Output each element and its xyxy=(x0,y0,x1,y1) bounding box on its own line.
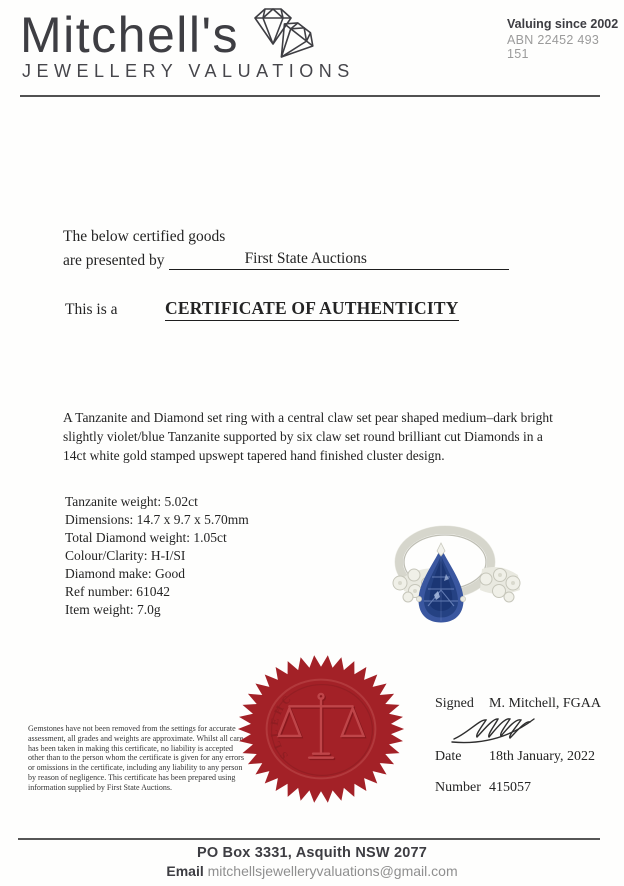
svg-text:H: H xyxy=(271,703,287,717)
scales-seal xyxy=(232,651,410,809)
item-weight: Item weight: 7.0g xyxy=(65,602,161,617)
email-value: mitchellsjewelleryvaluations@gmail.com xyxy=(207,863,458,879)
tanzanite-stone xyxy=(416,543,465,623)
svg-text:L: L xyxy=(270,739,285,751)
presenter-underline xyxy=(169,250,509,270)
footer-divider xyxy=(18,838,600,840)
signed-value: M. Mitchell, FGAA xyxy=(489,696,601,711)
spec-diamond-weight: Total Diamond weight: 1.05ct xyxy=(65,530,227,545)
presenter-name: First State Auctions xyxy=(244,250,367,267)
footer-address: PO Box 3331, Asquith NSW 2077 xyxy=(196,845,428,861)
spec-ref-number: Ref number: 61042 xyxy=(65,584,170,599)
statement-prefix: This is a xyxy=(65,301,118,318)
number-label: Number xyxy=(435,780,481,795)
spec-list xyxy=(65,493,249,601)
intro-line-2-prefix: are presented by xyxy=(63,252,165,269)
brand-subtitle: JEWELLERY VALUATIONS xyxy=(22,61,355,81)
svg-text:C: C xyxy=(279,693,294,708)
intro-line-2 xyxy=(63,250,509,270)
ring-photo xyxy=(370,505,575,655)
email-label: Email xyxy=(166,863,204,879)
spec-colour-clarity: Colour/Clarity: H-I/SI xyxy=(65,548,186,563)
number-value: 415057 xyxy=(489,780,531,795)
brand-name: Mitchell's xyxy=(20,7,240,63)
signed-label: Signed xyxy=(435,696,474,711)
header-divider xyxy=(20,95,600,97)
svg-text:L: L xyxy=(268,729,282,738)
tagline: Valuing since 2002 xyxy=(507,17,619,31)
date-label: Date xyxy=(435,749,462,764)
item-description: A Tanzanite and Diamond set ring with a central claw set pear shaped medium–dark bright slightly violet/blue Tanzanite supported by six claw set round brilliant cut Diamonds in a 14ct white gold stamped upswept tapered hand finished cluster design. xyxy=(63,410,553,463)
spec-tanzanite-weight: Tanzanite weight: 5.02ct xyxy=(65,494,198,509)
spec-diamond-make: Diamond make: Good xyxy=(65,566,185,581)
disclaimer-text: Gemstones have not been removed from the settings for accurate assessment, all grades and weights are approximate. Whilst all care has been taken in making this certificate, no liability is accepted other than to the person whom the certificate is given for any errors or omissions in the certificate, including any liability to any person by reason of negligence. This certificate has been prepared using information supplied by First State Auctions. xyxy=(28,724,244,792)
signature-scribble xyxy=(450,712,545,746)
diamond-upright-icon xyxy=(255,9,291,44)
svg-text:S: S xyxy=(277,749,291,762)
certificate-title: CERTIFICATE OF AUTHENTICITY xyxy=(165,298,459,321)
spec-dimensions: Dimensions: 14.7 x 9.7 x 5.70mm xyxy=(65,512,249,527)
svg-text:E: E xyxy=(268,717,282,727)
footer-email xyxy=(0,863,624,879)
intro-line-1: The below certified goods xyxy=(63,228,226,245)
date-value: 18th January, 2022 xyxy=(489,749,596,764)
abn-number: ABN 22452 493 151 xyxy=(507,33,600,61)
